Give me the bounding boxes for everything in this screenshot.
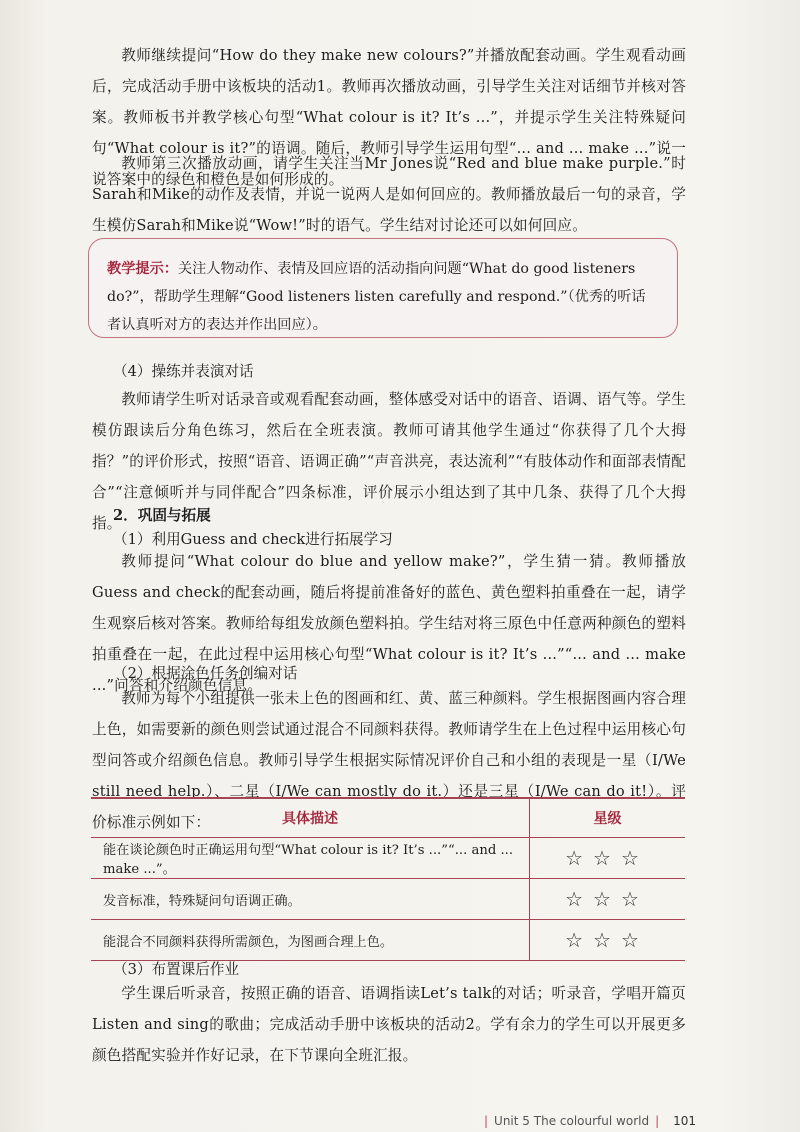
heading-homework: （3）布置课后作业: [113, 961, 240, 978]
table-row: [91, 879, 685, 920]
paragraph-third-playback: 教师第三次播放动画，请学生关注当Mr Jones说“Red and blue make purple.”时Sarah和Mike的动作及表情，并说一说两人是如何回应的。教师播放最后一句的录音，学生模仿Sarah和Mike说“Wow!”时的语气。学生结对讨论还可以如何回应。: [92, 155, 686, 234]
teaching-tip-text: 关注人物动作、表情及回应语的活动指向问题“What do good listeners do?”，帮助学生理解“Good listeners listen carefully and respond.”（优秀的听话者认真听对方的表达并作出回应）。: [107, 261, 646, 333]
heading-consolidate-extend: 2．巩固与拓展: [113, 507, 211, 524]
page-number: 101: [673, 1114, 697, 1128]
heading-coloring-dialogue: （2）根据涂色任务创编对话: [113, 665, 298, 682]
footer-divider: |: [655, 1114, 660, 1128]
paragraph-guess-check: 教师提问“What colour do blue and yellow make?”，学生猜一猜。教师播放Guess and check的配套动画，随后将提前准备好的蓝色、黄色塑料拍重叠在一起，请学生观察后核对答案。教师给每组发放颜色塑料拍。学生结对将三原色中任意两种颜色的塑料拍重叠在一起，在此过程中运用核心句型“What colour is it? It’s ...”“... and ... make ...”问答和介绍颜色信息。: [92, 553, 686, 694]
teaching-tip-label: 教学提示：: [107, 261, 178, 277]
table-row: [91, 838, 685, 879]
evaluation-table: [91, 797, 685, 961]
paragraph-coloring-task: 教师为每个小组提供一张未上色的图画和红、黄、蓝三种颜料。学生根据图画内容合理上色，如需要新的颜色则尝试通过混合不同颜料获得。教师请学生在上色过程中运用核心句型问答或介绍颜色信息。教师引导学生根据实际情况评价自己和小组的表现是一星（I/We still need help.）、二星（I/We can mostly do it.）还是三星（I/We can do it!）。评价标准示例如下：: [92, 690, 686, 831]
footer-unit: Unit 5: [494, 1114, 530, 1128]
star-rating-icons: ☆☆☆: [530, 920, 686, 961]
paragraph-homework: 学生课后听录音，按照正确的语音、语调指读Let’s talk的对话；听录音，学唱开篇页Listen and sing的歌曲；完成活动手册中该板块的活动2。学有余力的学生可以开展更多颜色搭配实验并作好记录，在下节课向全班汇报。: [92, 985, 686, 1064]
heading-practice-perform: （4）操练并表演对话: [113, 363, 254, 380]
table-cell-description: 能在谈论颜色时正确运用句型“What colour is it? It’s ...”“... and ... make ...”。: [91, 838, 530, 879]
teaching-tip-box: [88, 238, 678, 338]
page-footer: [478, 1114, 696, 1128]
footer-unit-title: The colourful world: [533, 1114, 650, 1128]
table-header-stars: 星级: [530, 798, 686, 838]
footer-divider: |: [484, 1114, 489, 1128]
table-header-description: 具体描述: [91, 798, 530, 838]
star-rating-icons: ☆☆☆: [530, 838, 686, 879]
table-cell-description: 能混合不同颜料获得所需颜色，为图画合理上色。: [91, 920, 530, 961]
star-rating-icons: ☆☆☆: [530, 879, 686, 920]
table-header-row: [91, 798, 685, 838]
paragraph-animation-questions: 教师继续提问“How do they make new colours?”并播放配套动画。学生观看动画后，完成活动手册中该板块的活动1。教师再次播放动画，引导学生关注对话细节并核对答案。教师板书并教学核心句型“What colour is it? It’s ...”，并提示学生关注特殊疑问句“What colour is it?”的语调。随后，教师引导学生运用句型“... and ... make ...”说一说答案中的绿色和橙色是如何形成的。: [92, 47, 686, 188]
table-row: [91, 920, 685, 961]
heading-guess-check: （1）利用Guess and check进行拓展学习: [113, 531, 393, 548]
paragraph-practice: 教师请学生听对话录音或观看配套动画，整体感受对话中的语音、语调、语气等。学生模仿跟读后分角色练习，然后在全班表演。教师可请其他学生通过“你获得了几个大拇指？”的评价形式，按照“语音、语调正确”“声音洪亮，表达流利”“有肢体动作和面部表情配合”“注意倾听并与同伴配合”四条标准，评价展示小组达到了其中几条、获得了几个大拇指。: [92, 391, 686, 532]
table-cell-description: 发音标准，特殊疑问句语调正确。: [91, 879, 530, 920]
